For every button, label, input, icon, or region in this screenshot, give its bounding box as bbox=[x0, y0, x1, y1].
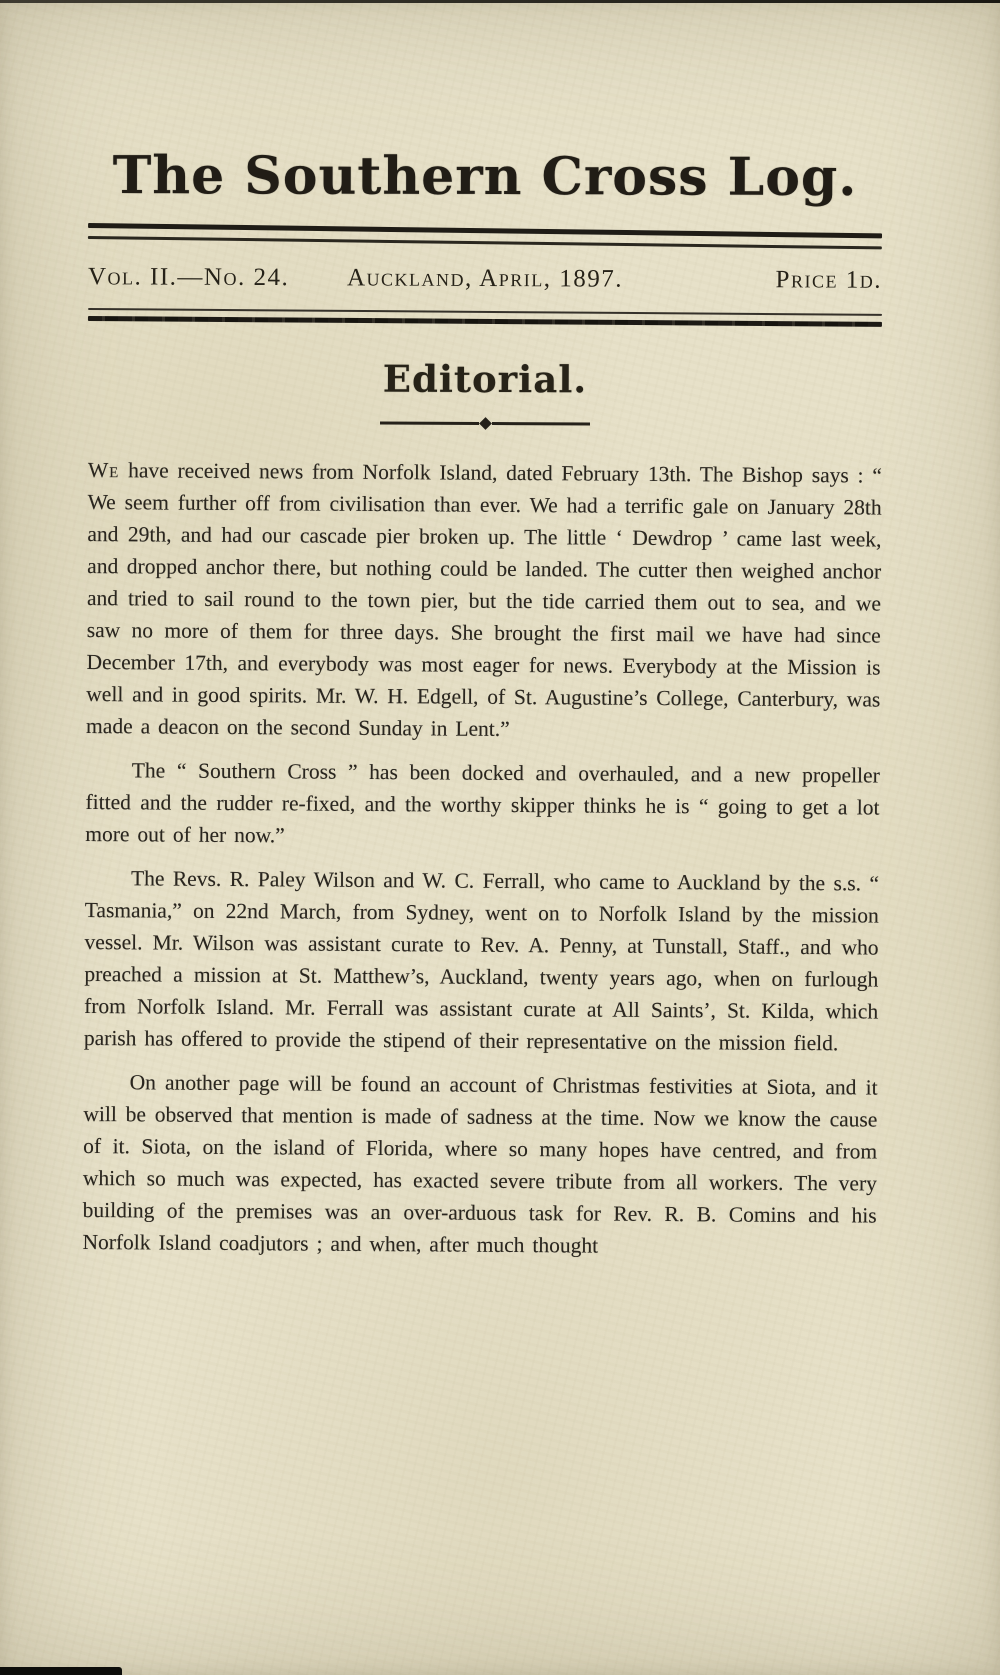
paragraph-lead-word: We bbox=[87, 457, 120, 482]
divider-line bbox=[380, 421, 479, 424]
scan-bottom-artifact bbox=[0, 1667, 122, 1675]
editorial-paragraph: The Revs. R. Paley Wilson and W. C. Ferrall, who came to Auckland by the s.s. “ Tasmania,” on 22nd March, from Sydney, went on to Norfolk Island by the mission vessel. Mr. Wilson was assistant curate to Rev. A. Penny, at Tunstall, Staff., and who preached a mission at St. Matthew’s, Auckland, twenty years ago, when on furlough from Norfolk Island. Mr. Ferrall was assistant curate at All Saints’, St. Kilda, which parish has offered to provide the stipend of their representative on the mission field. bbox=[83, 865, 880, 1055]
price: Price 1d. bbox=[775, 265, 883, 294]
paragraph-text: have received news from Norfolk Island, dated February 13th. The Bishop says : “ We seem further off from civilisation than ever. We had a terrific gale on January 28th and 29th, and had our cascade pier broken up. The little ‘ Dewdrop ’ came last week, and dropped anchor there, but nothing could be landed. The cutter then weighed anchor and tried to sail round to the town pier, but the tide carried them out to sea, and we saw no more of them for three days. She brought the first mail we have had since December 17th, and everybody was most eager for news. Everybody at the Mission is well and in good spirits. Mr. W. H. Edgell, of St. Augustine’s College, Canterbury, was made a deacon on the second Sunday in Lent.” bbox=[86, 457, 882, 741]
double-rule-bottom bbox=[88, 308, 882, 327]
rule-bar bbox=[88, 315, 882, 326]
place-and-date: Auckland, April, 1897. bbox=[346, 263, 624, 293]
diamond-ornament-icon bbox=[479, 417, 492, 430]
editorial-body bbox=[82, 454, 882, 1264]
double-rule-top bbox=[88, 223, 882, 249]
page-content bbox=[82, 0, 883, 1258]
rule-bar bbox=[88, 308, 882, 316]
editorial-paragraph: The “ Southern Cross ” has been docked and overhauled, and a new propeller fitted and the rudder re-fixed, and the worthy skipper thinks he is “ going to get a lot more out of her now.” bbox=[85, 757, 880, 847]
volume-number: Vol. II.—No. 24. bbox=[87, 262, 290, 291]
editorial-paragraph: On another page will be found an account of Christmas festivities at Siota, and it will be observed that mention is made of sadness at the time. Now we know the cause of it. Siota, on the island of Florida, where so many hopes have centred, and from which so much was expected, has exacted severe tribute from all workers. The very building of the premises was an over-arduous task for Rev. R. B. Comins and his Norfolk Island coadjutors ; and when, after much thought bbox=[82, 1069, 878, 1258]
masthead bbox=[88, 146, 882, 321]
section-heading: Editorial. bbox=[382, 356, 588, 401]
issue-line bbox=[88, 263, 882, 294]
editorial-paragraph bbox=[86, 454, 882, 748]
publication-title: The Southern Cross Log. bbox=[112, 145, 858, 208]
divider-line bbox=[491, 422, 590, 425]
section-divider bbox=[380, 418, 590, 428]
rule-bar bbox=[88, 223, 882, 238]
rule-bar bbox=[88, 236, 882, 249]
